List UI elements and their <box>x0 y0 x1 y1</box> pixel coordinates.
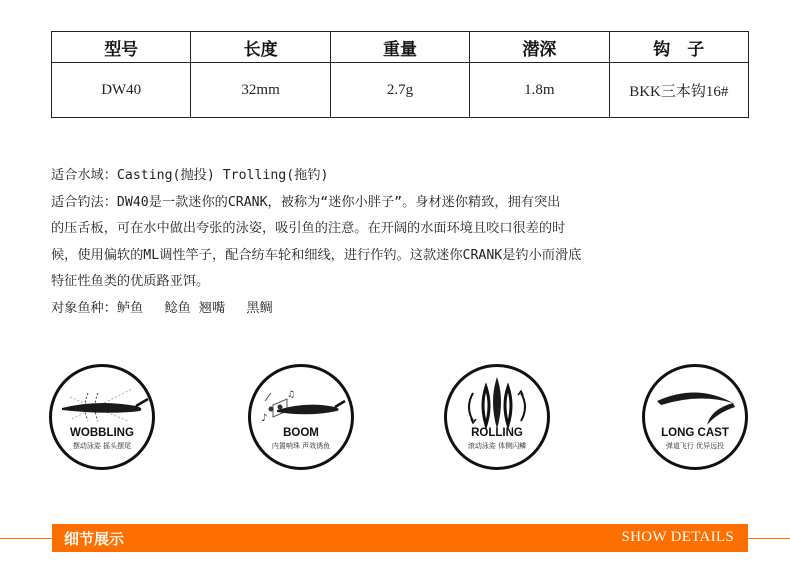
desc-method-line-3: 候，使用偏软的ML调性竿子，配合纺车轮和细线，进行作钓。这款迷你CRANK是钓小而滑底 <box>51 247 582 263</box>
long-cast-icon <box>641 363 749 471</box>
desc-method-line-4: 特征性鱼类的优质路亚饵。 <box>51 274 210 289</box>
details-label-en: SHOW DETAILS <box>621 529 734 545</box>
details-label-cn: 细节展示 <box>64 530 125 548</box>
header-weight: 重量 <box>330 32 469 63</box>
feature-title: BOOM <box>283 427 319 439</box>
feature-long-cast <box>641 363 749 471</box>
feature-title: ROLLING <box>471 427 523 439</box>
desc-method-line-2: 的压舌板，可在水中做出夸张的泳姿，吸引鱼的注意。在开阔的水面环境且咬口很差的时 <box>51 221 566 236</box>
value-length: 32mm <box>191 63 330 118</box>
feature-title: LONG CAST <box>661 427 729 439</box>
value-model: DW40 <box>52 63 191 118</box>
feature-rolling <box>443 363 551 471</box>
divider-right <box>748 538 790 539</box>
feature-boom <box>247 363 355 471</box>
svg-text:♫: ♫ <box>287 390 296 400</box>
feature-title: WOBBLING <box>70 427 134 439</box>
divider-left <box>0 538 52 539</box>
header-hook: 钩 子 <box>609 32 748 63</box>
svg-text:♪: ♪ <box>261 413 268 424</box>
desc-water: 适合水域：Casting(抛投) Trolling(拖钓) <box>51 168 329 183</box>
spec-table <box>51 31 749 118</box>
value-weight: 2.7g <box>330 63 469 118</box>
wobbling-icon <box>48 363 156 471</box>
desc-target-fish: 对象鱼种：鲈鱼 鲶鱼 翘嘴 黑鲷 <box>51 300 273 316</box>
header-depth: 潜深 <box>470 32 609 63</box>
rolling-icon <box>443 363 551 471</box>
feature-subtitle: 弹道飞行 优异远投 <box>665 442 725 450</box>
spec-value-row <box>52 63 749 118</box>
feature-subtitle: 摆动泳姿 摇头摆尾 <box>72 442 132 450</box>
header-model: 型号 <box>52 32 191 63</box>
feature-subtitle: 滚动泳姿 体侧闪鳞 <box>467 442 527 450</box>
show-details-bar <box>52 524 748 552</box>
feature-subtitle: 内置响珠 声效诱鱼 <box>271 442 331 450</box>
header-length: 长度 <box>191 32 330 63</box>
value-hook: BKK三本钩16# <box>609 63 748 118</box>
value-depth: 1.8m <box>470 63 609 118</box>
description <box>51 163 691 322</box>
desc-method-line-1: 适合钓法：DW40是一款迷你的CRANK，被称为“迷你小胖子”。身材迷你精致，拥有突出 <box>51 194 561 210</box>
feature-wobbling <box>48 363 156 471</box>
spec-header-row <box>52 32 749 63</box>
boom-icon <box>247 363 355 471</box>
